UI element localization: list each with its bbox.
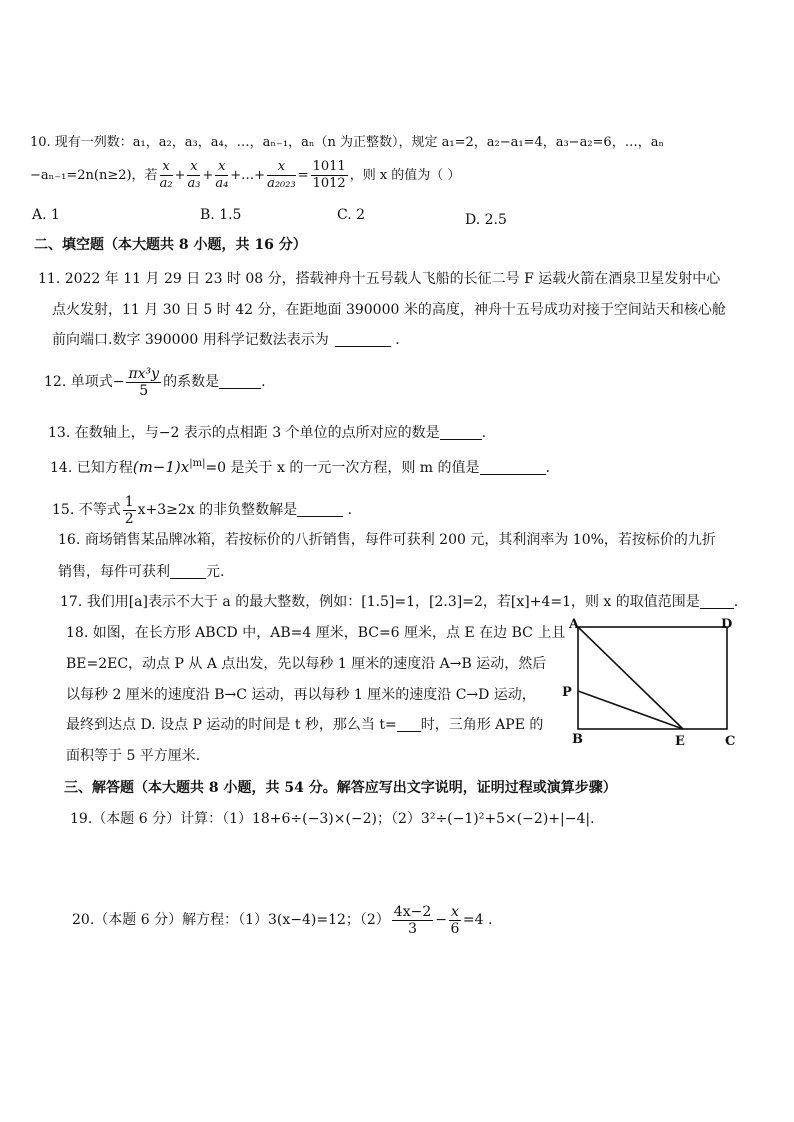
q12-frac: $\frac{\text{πx³y}}{5}$ [128, 365, 160, 399]
q16-line2: 销售，每件可获利 元. [58, 564, 225, 580]
q18-figure [555, 612, 755, 752]
q17-answer-blank [700, 594, 734, 609]
label-e: E [675, 734, 685, 749]
q15: 15. 不等式 $\frac{1}{2}$ x+3≥2x 的非负整数解是 . [52, 493, 353, 527]
label-c: C [725, 734, 736, 749]
q10-line2-prefix: −aₙ₋₁=2n(n≥2)，若 [30, 168, 158, 183]
q10-line1: 10. 现有一列数：a₁，a₂，a₃，a₄，…，aₙ₋₁，aₙ（n 为正整数），规定 a₁=2，a₂−a₁=4，a₃−a₂=6，…，aₙ [30, 135, 665, 150]
rectangle-figure [555, 612, 755, 752]
segment-ae [578, 627, 683, 729]
label-a: A [569, 617, 580, 632]
q15-frac: $\frac{1}{2}$ [124, 493, 134, 527]
q10-frac-2: $\frac{x}{\text{a₃}}$ [187, 159, 201, 191]
q20-frac-1: $\frac{4x-2}{3}$ [393, 903, 432, 937]
q18-line3: 以每秒 2 厘米的速度沿 B→C 运动，再以每秒 1 厘米的速度沿 C→D 运动， [66, 687, 536, 703]
q10-plus-2: + [202, 168, 214, 183]
section2-heading: 二、填空题（本大题共 8 小题，共 16 分） [34, 237, 307, 253]
segment-pe [578, 691, 683, 729]
q11-line1: 11. 2022 年 11 月 29 日 23 时 08 分，搭载神舟十五号载人飞船的长征二号 F 运载火箭在酒泉卫星发射中心 [38, 271, 721, 287]
q10-eq: = [297, 168, 309, 183]
q18-line5: 面积等于 5 平方厘米. [66, 748, 201, 764]
q12-answer-blank [219, 374, 261, 389]
q10-choice-d: D. 2.5 [465, 212, 507, 228]
q11-line2: 点火发射，11 月 30 日 5 时 42 分，在距地面 390000 米的高度，神舟十五号成功对接于空间站天和核心舱 [52, 302, 726, 318]
q19: 19.（本题 6 分）计算：（1）18+6÷(−3)×(−2)；（2）3²÷(−1)²+5×(−2)+|−4|. [70, 811, 595, 827]
q16-line1: 16. 商场销售某品牌冰箱，若按标价的八折销售，每件可获利 200 元，其利润率为 10%，若按标价的九折 [58, 532, 716, 548]
q18-answer-blank [397, 717, 421, 732]
q17: 17. 我们用[a]表示不大于 a 的最大整数，例如：[1.5]=1，[2.3]=2，若[x]+4=1，则 x 的取值范围是 . [60, 594, 739, 610]
q10-plus-1: + [174, 168, 186, 183]
q20-frac-2: $\frac{x}{6}$ [450, 903, 460, 937]
q10-dots: +…+ [230, 168, 266, 183]
label-d: D [721, 617, 733, 632]
q14-answer-blank [480, 460, 546, 475]
q13: 13. 在数轴上，与−2 表示的点相距 3 个单位的点所对应的数是 . [48, 425, 487, 441]
label-p: P [562, 685, 572, 700]
q20: 20.（本题 6 分）解方程：（1）3(x−4)=12；（2） $\frac{4x-2}{3}$ − $\frac{x}{6}$ =4 . [72, 903, 493, 937]
q18-line4: 最终到达点 D. 设点 P 运动的时间是 t 秒，那么当 t= 时，三角形 APE 的 [66, 717, 544, 733]
q10-choice-b: B. 1.5 [200, 207, 242, 223]
q10-choice-c: C. 2 [337, 207, 366, 223]
q10-choice-a: A. 1 [32, 207, 60, 223]
q10-rhs: $\frac{1011}{1012}$ [312, 159, 346, 191]
q13-answer-blank [440, 425, 482, 440]
q10-frac-4: $\frac{x}{\text{a₂₀₂₃}}$ [267, 159, 296, 191]
q10-frac-1: $\frac{x}{\text{a₂}}$ [159, 159, 173, 191]
q16-answer-blank [170, 564, 206, 579]
section3-heading: 三、解答题（本大题共 8 小题，共 54 分。解答应写出文字说明，证明过程或演算步骤） [64, 780, 617, 796]
label-b: B [572, 732, 583, 747]
q18-line2: BE=2EC，动点 P 从 A 点出发，先以每秒 1 厘米的速度沿 A→B 运动，然后 [66, 656, 547, 672]
q14: 14. 已知方程$(m-1)x^{|m|}=0$ 是关于 x 的一元一次方程，则 m 的值是 . [50, 458, 550, 476]
q11-line3: 前向端口.数字 390000 用科学记数法表示为 . [52, 332, 400, 348]
q15-answer-blank [297, 502, 343, 517]
q10-line2-suffix: ，则 x 的值为（ ） [349, 168, 461, 183]
q10-line2 [30, 156, 460, 196]
q10-frac-3: $\frac{x}{\text{a₄}}$ [215, 159, 229, 191]
rectangle-abcd [578, 627, 727, 729]
q11-answer-blank [335, 332, 391, 347]
q12: 12. 单项式− $\frac{\text{πx³y}}{5}$ 的系数是 . [44, 365, 266, 399]
q18-line1: 18. 如图，在长方形 ABCD 中，AB=4 厘米，BC=6 厘米，点 E 在边 BC 上且 [66, 625, 566, 641]
